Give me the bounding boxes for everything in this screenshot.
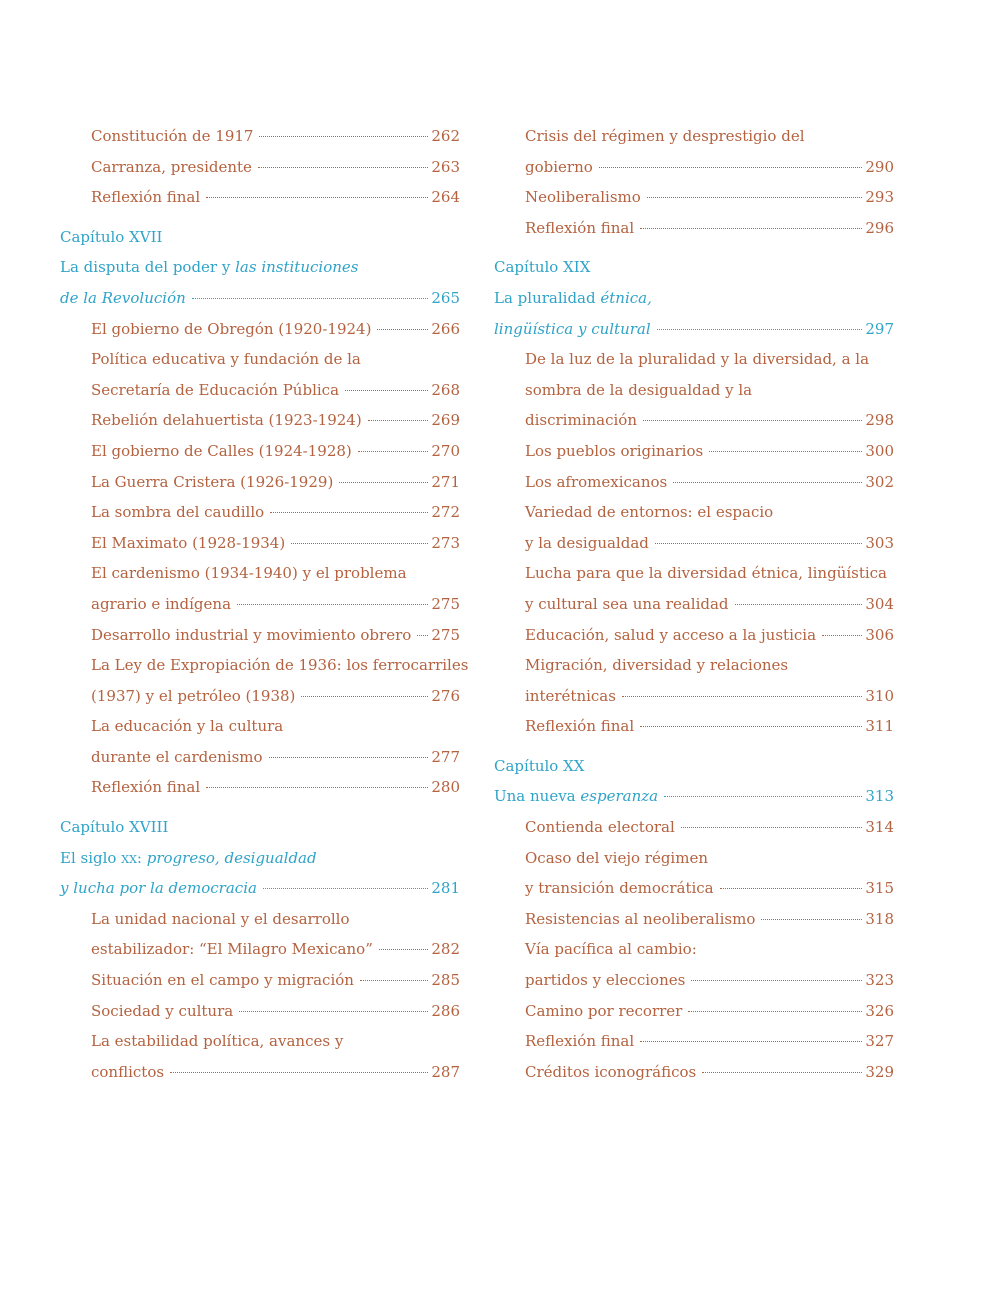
dot-leader xyxy=(339,482,428,483)
toc-entry-title: agrario e indígena xyxy=(91,594,232,613)
page-number: 271 xyxy=(431,472,460,491)
toc-entry[interactable] xyxy=(60,182,460,213)
toc-entry-title: Rebelión delahuertista (1923-1924) xyxy=(91,411,362,430)
dot-leader xyxy=(258,167,428,168)
page-number: 313 xyxy=(865,787,894,806)
page-number: 287 xyxy=(431,1062,460,1081)
page-number: 272 xyxy=(431,503,460,522)
page-number: 270 xyxy=(431,441,460,460)
toc-entry[interactable] xyxy=(494,681,894,712)
dot-leader xyxy=(647,197,863,198)
toc-entry[interactable] xyxy=(60,681,460,712)
page-number: 304 xyxy=(865,594,894,613)
page-number: 275 xyxy=(431,625,460,644)
page-number: 300 xyxy=(865,441,894,460)
dot-leader xyxy=(702,1072,862,1073)
toc-entry[interactable] xyxy=(60,650,469,681)
toc-entry-title: De la luz de la pluralidad y la diversidad, a la xyxy=(525,350,870,369)
toc-entry[interactable] xyxy=(494,589,894,620)
page-number: 302 xyxy=(865,472,894,491)
page-number: 318 xyxy=(865,909,894,928)
page-number: 275 xyxy=(431,594,460,613)
chapter-20-title-line[interactable]: Una nueva esperanza 313 xyxy=(494,781,894,812)
toc-entry-title: La educación y la cultura xyxy=(91,717,284,736)
toc-entry-title: Camino por recorrer xyxy=(525,1001,683,1020)
dot-leader xyxy=(622,696,862,697)
dot-leader xyxy=(681,827,863,828)
toc-entry-title: y transición democrática xyxy=(525,879,714,898)
page-number: 268 xyxy=(431,380,460,399)
page-number: 298 xyxy=(865,411,894,430)
toc-entry-title: La Guerra Cristera (1926-1929) xyxy=(91,472,334,491)
dot-leader xyxy=(640,726,862,727)
page-number: 293 xyxy=(865,188,894,207)
toc-entry-title: Reflexión final xyxy=(91,188,201,207)
dot-leader xyxy=(301,696,428,697)
toc-entry[interactable] xyxy=(60,497,460,528)
toc-entry[interactable] xyxy=(494,1026,894,1057)
toc-entry-title: Vía pacífica al cambio: xyxy=(525,940,697,959)
chapter-19-title-line-1[interactable]: La pluralidad étnica, xyxy=(494,288,652,307)
dot-leader xyxy=(192,298,429,299)
toc-entry[interactable] xyxy=(60,620,460,651)
toc-entry-title: Reflexión final xyxy=(91,778,201,797)
toc-entry[interactable] xyxy=(494,497,894,528)
toc-entry-title: Sociedad y cultura xyxy=(91,1001,234,1020)
toc-entry-title: Crisis del régimen y desprestigio del xyxy=(525,127,805,145)
page-number: 280 xyxy=(431,778,460,797)
chapter-18-entries xyxy=(60,904,460,1088)
toc-entry[interactable] xyxy=(60,467,460,498)
toc-entry[interactable] xyxy=(494,996,894,1027)
page-number: 303 xyxy=(865,533,894,552)
dot-leader xyxy=(239,1011,428,1012)
toc-entry[interactable] xyxy=(60,589,460,620)
toc-entry-title: Reflexión final xyxy=(525,218,635,237)
toc-entry-title: (1937) y el petróleo (1938) xyxy=(91,686,296,705)
toc-entry-title: Variedad de entornos: el espacio xyxy=(525,503,774,522)
dot-leader xyxy=(688,1011,862,1012)
toc-entry[interactable] xyxy=(494,620,894,651)
chapter-18-title-line-2[interactable]: y lucha por la democracia 281 xyxy=(60,873,460,904)
dot-leader xyxy=(735,604,863,605)
toc-entry-title: Migración, diversidad y relaciones xyxy=(525,656,789,675)
page-number: 306 xyxy=(865,625,894,644)
toc-entry[interactable] xyxy=(494,650,894,681)
toc-entry-title: Reflexión final xyxy=(525,717,635,736)
toc-entry-title: Ocaso del viejo régimen xyxy=(525,848,708,867)
toc-entry[interactable] xyxy=(60,344,460,375)
page-number: 315 xyxy=(865,879,894,898)
toc-entry[interactable] xyxy=(494,405,894,436)
toc-entry[interactable] xyxy=(494,375,894,406)
page-number: 297 xyxy=(865,319,894,338)
dot-leader xyxy=(673,482,862,483)
page-number: 264 xyxy=(431,188,460,207)
chapter-19-label[interactable]: Capítulo XIX xyxy=(494,258,591,277)
dot-leader xyxy=(822,635,862,636)
page-number: 329 xyxy=(865,1062,894,1081)
toc-entry-title: Resistencias al neoliberalismo xyxy=(525,909,756,928)
page-number: 273 xyxy=(431,533,460,552)
page-number: 323 xyxy=(865,971,894,990)
chapter-17-entries xyxy=(60,314,469,804)
toc-entry[interactable] xyxy=(494,121,894,152)
toc-entry[interactable] xyxy=(494,843,894,874)
toc-entry[interactable] xyxy=(60,904,460,935)
page-number: 266 xyxy=(431,319,460,338)
toc-entry-title: interétnicas xyxy=(525,686,616,705)
page-number: 327 xyxy=(865,1032,894,1051)
dot-leader xyxy=(599,167,863,168)
toc-entry-title: La unidad nacional y el desarrollo xyxy=(91,909,350,928)
toc-entry-title: La Ley de Expropiación de 1936: los ferrocarriles xyxy=(91,656,469,675)
toc-entry[interactable] xyxy=(60,436,460,467)
toc-entry-title: Educación, salud y acceso a la justicia xyxy=(525,625,817,644)
page-number: 326 xyxy=(865,1001,894,1020)
toc-entry[interactable] xyxy=(60,121,460,152)
chapter-17-label[interactable]: Capítulo XVII xyxy=(60,227,163,246)
page-number: 265 xyxy=(431,288,460,307)
dot-leader xyxy=(269,757,429,758)
toc-entry[interactable] xyxy=(494,467,894,498)
dot-leader xyxy=(206,197,428,198)
toc-entry[interactable] xyxy=(60,558,460,589)
toc-entry-title: El gobierno de Calles (1924-1928) xyxy=(91,441,352,460)
toc-entry-title: El cardenismo (1934-1940) y el problema xyxy=(91,564,407,583)
page-number: 282 xyxy=(431,940,460,959)
toc-entry[interactable] xyxy=(60,528,460,559)
dot-leader xyxy=(664,796,862,797)
toc-entry[interactable] xyxy=(494,213,894,244)
toc-entry-title: El Maximato (1928-1934) xyxy=(91,533,286,552)
page-number: 276 xyxy=(431,686,460,705)
toc-entry-title: gobierno xyxy=(525,157,593,176)
toc-entry-title: Los afromexicanos xyxy=(525,472,668,491)
chapter-18-title-line-1[interactable]: El siglo xx : progreso, desigualdad xyxy=(60,848,317,867)
dot-leader xyxy=(206,787,428,788)
toc-entry[interactable] xyxy=(60,711,460,742)
chapter-16-tail-list xyxy=(60,121,460,213)
toc-entry-title: Política educativa y fundación de la xyxy=(91,350,361,369)
page-number: 310 xyxy=(865,686,894,705)
chapter-17-title-line-1[interactable]: La disputa del poder y las instituciones xyxy=(60,258,359,277)
dot-leader xyxy=(691,980,862,981)
toc-entry-title: Situación en el campo y migración xyxy=(91,971,354,990)
dot-leader xyxy=(263,888,428,889)
page-number: 269 xyxy=(431,411,460,430)
toc-entry-title: Neoliberalismo xyxy=(525,188,641,207)
toc-entry-title: Lucha para que la diversidad étnica, lingüística xyxy=(525,564,887,583)
page-number: 263 xyxy=(431,157,460,176)
dot-leader xyxy=(368,420,429,421)
toc-entry[interactable] xyxy=(494,436,894,467)
dot-leader xyxy=(640,1041,862,1042)
toc-entry[interactable] xyxy=(60,1026,460,1057)
toc-entry-title: Reflexión final xyxy=(525,1032,635,1051)
toc-entry[interactable] xyxy=(60,152,460,183)
dot-leader xyxy=(379,949,429,950)
dot-leader xyxy=(170,1072,428,1073)
toc-left-column xyxy=(60,121,469,1087)
toc-entry[interactable] xyxy=(60,1057,460,1088)
toc-entry-title: La sombra del caudillo xyxy=(91,503,265,522)
toc-entry[interactable] xyxy=(60,405,460,436)
toc-entry[interactable] xyxy=(60,375,460,406)
dot-leader xyxy=(417,635,428,636)
toc-entry-title: estabilizador: “El Milagro Mexicano” xyxy=(91,940,373,959)
page-number: 314 xyxy=(865,818,894,837)
toc-entry[interactable] xyxy=(60,314,460,345)
toc-entry-title: durante el cardenismo xyxy=(91,747,263,766)
toc-entry-title: y cultural sea una realidad xyxy=(525,594,729,613)
dot-leader xyxy=(237,604,428,605)
chapter-19-entries xyxy=(494,344,894,742)
chapter-20-label[interactable]: Capítulo XX xyxy=(494,756,585,775)
toc-entry[interactable] xyxy=(494,711,894,742)
toc-entry[interactable] xyxy=(494,934,894,965)
dot-leader xyxy=(640,228,862,229)
page-number: 311 xyxy=(865,717,894,736)
toc-entry-title: conflictos xyxy=(91,1062,165,1081)
toc-entry[interactable] xyxy=(60,742,460,773)
chapter-18-tail-list xyxy=(494,121,894,243)
toc-entry[interactable] xyxy=(494,904,894,935)
toc-entry[interactable] xyxy=(60,934,460,965)
dot-leader xyxy=(377,329,428,330)
toc-entry-title: Desarrollo industrial y movimiento obrero xyxy=(91,625,412,644)
toc-entry-title: Los pueblos originarios xyxy=(525,441,704,460)
page-number: 286 xyxy=(431,1001,460,1020)
toc-entry[interactable] xyxy=(60,996,460,1027)
toc-entry[interactable] xyxy=(494,812,894,843)
toc-entry[interactable] xyxy=(494,344,894,375)
toc-entry-title: La estabilidad política, avances y xyxy=(91,1032,344,1051)
toc-entry-title: El gobierno de Obregón (1920-1924) xyxy=(91,319,372,338)
toc-entry[interactable] xyxy=(60,772,460,803)
page-number: 285 xyxy=(431,971,460,990)
chapter-19-title-line-2[interactable]: lingüística y cultural 297 xyxy=(494,314,894,345)
toc-entry[interactable] xyxy=(494,528,894,559)
toc-entry-title: Créditos iconográficos xyxy=(525,1062,697,1081)
toc-entry[interactable] xyxy=(494,152,894,183)
toc-entry-title: discriminación xyxy=(525,411,637,430)
dot-leader xyxy=(259,136,428,137)
dot-leader xyxy=(657,329,863,330)
dot-leader xyxy=(291,543,428,544)
page-number: 277 xyxy=(431,747,460,766)
page-number: 290 xyxy=(865,157,894,176)
toc-entry[interactable] xyxy=(494,1057,894,1088)
toc-entry-title: sombra de la desigualdad y la xyxy=(525,380,753,399)
page-number: 262 xyxy=(431,127,460,145)
toc-right-column xyxy=(494,121,894,1087)
dot-leader xyxy=(655,543,862,544)
page-number: 281 xyxy=(431,879,460,898)
toc-entry-title: Constitución de 1917 xyxy=(91,127,254,145)
toc-entry-title: Carranza, presidente xyxy=(91,157,252,176)
dot-leader xyxy=(720,888,863,889)
dot-leader xyxy=(761,919,862,920)
chapter-17-title-line-2[interactable]: de la Revolución 265 xyxy=(60,283,460,314)
toc-entry[interactable] xyxy=(60,965,460,996)
dot-leader xyxy=(345,390,428,391)
page-number: 296 xyxy=(865,218,894,237)
toc-entry[interactable] xyxy=(494,182,894,213)
dot-leader xyxy=(270,512,428,513)
dot-leader xyxy=(643,420,862,421)
toc-entry-title: Contienda electoral xyxy=(525,818,675,837)
toc-entry-title: partidos y elecciones xyxy=(525,971,686,990)
toc-entry[interactable] xyxy=(494,965,894,996)
dot-leader xyxy=(709,451,862,452)
toc-entry-title: y la desigualdad xyxy=(525,533,649,552)
toc-entry[interactable] xyxy=(494,558,894,589)
dot-leader xyxy=(358,451,429,452)
toc-entry-title: Secretaría de Educación Pública xyxy=(91,380,340,399)
chapter-18-label[interactable]: Capítulo XVIII xyxy=(60,818,169,837)
chapter-20-entries xyxy=(494,812,894,1087)
dot-leader xyxy=(360,980,428,981)
toc-entry[interactable] xyxy=(494,873,894,904)
